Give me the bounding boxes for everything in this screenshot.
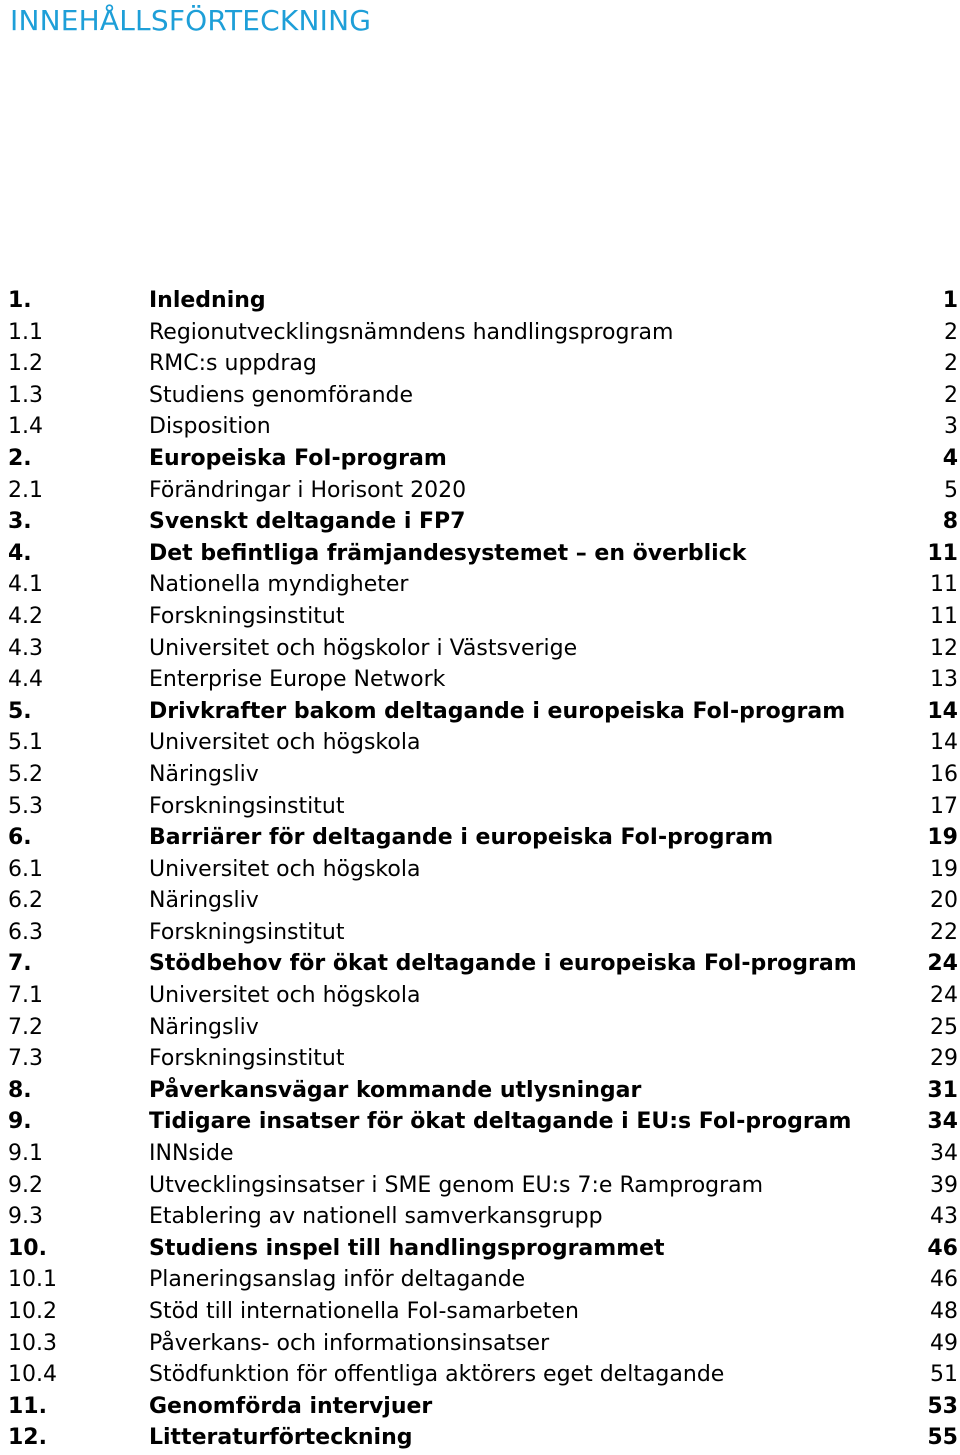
toc-entry-title[interactable]: Forskningsinstitut: [149, 1046, 345, 1072]
toc-entry-page-number: 16: [930, 761, 958, 787]
toc-entry-number: 2.1: [8, 477, 43, 503]
toc-entry-page-number: 4: [942, 445, 958, 471]
toc-entry-title[interactable]: Stödbehov för ökat deltagande i europeiska FoI-program: [149, 951, 857, 977]
toc-entry-page-number: 39: [930, 1172, 958, 1198]
toc-entry-title[interactable]: Etablering av nationell samverkansgrupp: [149, 1204, 603, 1230]
toc-entry-page-number: 46: [927, 1235, 958, 1261]
toc-entry-title[interactable]: Stöd till internationella FoI-samarbeten: [149, 1299, 579, 1324]
toc-entry-title[interactable]: Det befintliga främjandesystemet – en överblick: [149, 540, 747, 566]
toc-section-row[interactable]: [8, 348, 958, 380]
toc-entry-number: 3.: [8, 509, 32, 535]
toc-entry-title[interactable]: Universitet och högskola: [149, 856, 421, 882]
toc-section-row[interactable]: [8, 475, 958, 507]
toc-entry-number: 7.: [8, 951, 32, 977]
toc-chapter-row[interactable]: [8, 443, 958, 475]
toc-entry-page-number: 11: [927, 540, 958, 566]
toc-section-row[interactable]: [8, 1201, 958, 1233]
toc-entry-title[interactable]: Inledning: [149, 288, 266, 313]
toc-entry-page-number: 8: [942, 509, 958, 535]
toc-entry-title[interactable]: Barriärer för deltagande i europeiska FoI-program: [149, 825, 774, 851]
toc-chapter-row[interactable]: [8, 506, 958, 538]
toc-entry-title[interactable]: Drivkrafter bakom deltagande i europeiska FoI-program: [149, 698, 846, 724]
toc-section-row[interactable]: [8, 1328, 958, 1360]
toc-entry-title[interactable]: Studiens genomförande: [149, 382, 414, 408]
toc-section-row[interactable]: [8, 727, 958, 759]
toc-entry-title[interactable]: Universitet och högskola: [149, 983, 421, 1009]
toc-entry-number: 6.: [8, 825, 32, 851]
toc-entry-title[interactable]: Universitet och högskolor i Västsverige: [149, 635, 578, 661]
toc-entry-number: 9.: [8, 1109, 32, 1135]
toc-entry-page-number: 34: [930, 1141, 958, 1167]
toc-entry-page-number: 14: [927, 698, 958, 724]
toc-entry-page-number: 2: [944, 319, 958, 345]
toc-entry-title[interactable]: Utvecklingsinsatser i SME genom EU:s 7:e Ramprogram: [149, 1172, 764, 1198]
toc-chapter-row[interactable]: [8, 285, 958, 317]
toc-section-row[interactable]: [8, 380, 958, 412]
toc-section-row[interactable]: [8, 569, 958, 601]
toc-entry-number: 7.3: [8, 1046, 43, 1072]
table-of-contents: [8, 285, 958, 1454]
toc-entry-number: 4.3: [8, 635, 43, 661]
toc-section-row[interactable]: [8, 917, 958, 949]
toc-entry-number: 9.3: [8, 1204, 43, 1230]
toc-chapter-row[interactable]: [8, 1391, 958, 1423]
toc-entry-page-number: 1: [942, 288, 958, 313]
toc-chapter-row[interactable]: [8, 538, 958, 570]
toc-entry-number: 1.: [8, 288, 32, 313]
toc-entry-title[interactable]: Näringsliv: [149, 888, 259, 914]
toc-section-row[interactable]: [8, 1138, 958, 1170]
toc-entry-page-number: 22: [930, 919, 958, 945]
toc-entry-title[interactable]: Europeiska FoI-program: [149, 445, 447, 471]
toc-entry-title[interactable]: Näringsliv: [149, 761, 259, 787]
toc-entry-number: 1.2: [8, 351, 43, 377]
toc-entry-number: 10.3: [8, 1330, 57, 1356]
toc-entry-page-number: 46: [930, 1267, 958, 1293]
toc-entry-page-number: 11: [930, 572, 958, 598]
toc-entry-title[interactable]: Forskningsinstitut: [149, 919, 345, 945]
toc-entry-page-number: 19: [930, 856, 958, 882]
toc-entry-title[interactable]: Litteraturförteckning: [149, 1425, 413, 1451]
toc-entry-page-number: 53: [927, 1393, 958, 1419]
toc-entry-number: 7.2: [8, 1014, 43, 1040]
toc-entry-title[interactable]: Forskningsinstitut: [149, 603, 345, 629]
toc-section-row[interactable]: [8, 980, 958, 1012]
toc-entry-page-number: 3: [944, 414, 958, 440]
toc-section-row[interactable]: [8, 1359, 958, 1391]
toc-entry-page-number: 51: [930, 1362, 958, 1388]
toc-entry-title[interactable]: Forskningsinstitut: [149, 793, 345, 819]
toc-entry-number: 4.1: [8, 572, 43, 598]
toc-entry-number: 6.3: [8, 919, 43, 945]
toc-entry-title[interactable]: Näringsliv: [149, 1014, 259, 1040]
toc-section-row[interactable]: [8, 633, 958, 665]
toc-entry-title[interactable]: Enterprise Europe Network: [149, 667, 446, 693]
toc-entry-page-number: 49: [930, 1330, 958, 1356]
toc-entry-page-number: 11: [930, 603, 958, 629]
toc-entry-number: 8.: [8, 1077, 32, 1103]
toc-entry-title[interactable]: Tidigare insatser för ökat deltagande i EU:s FoI-program: [149, 1109, 852, 1135]
toc-chapter-row[interactable]: [8, 1106, 958, 1138]
toc-section-row[interactable]: [8, 791, 958, 823]
toc-section-row[interactable]: [8, 1264, 958, 1296]
toc-entry-number: 4.2: [8, 603, 43, 629]
toc-chapter-row[interactable]: [8, 1422, 958, 1454]
toc-entry-number: 9.1: [8, 1141, 43, 1167]
toc-entry-page-number: 12: [930, 635, 958, 661]
toc-entry-page-number: 13: [930, 667, 958, 693]
toc-entry-title[interactable]: Nationella myndigheter: [149, 572, 409, 598]
toc-entry-number: 5.3: [8, 793, 43, 819]
toc-entry-number: 6.2: [8, 888, 43, 914]
toc-entry-title[interactable]: Regionutvecklingsnämndens handlingsprogram: [149, 319, 674, 345]
toc-entry-title[interactable]: Disposition: [149, 414, 271, 440]
toc-entry-page-number: 48: [930, 1299, 958, 1324]
toc-entry-number: 9.2: [8, 1172, 43, 1198]
toc-entry-page-number: 5: [944, 477, 958, 503]
toc-entry-page-number: 2: [944, 382, 958, 408]
toc-entry-page-number: 25: [930, 1014, 958, 1040]
toc-entry-number: 1.4: [8, 414, 43, 440]
toc-entry-page-number: 24: [927, 951, 958, 977]
toc-section-row[interactable]: [8, 664, 958, 696]
toc-section-row[interactable]: [8, 411, 958, 443]
toc-entry-page-number: 2: [944, 351, 958, 377]
toc-entry-number: 4.4: [8, 667, 43, 693]
toc-entry-number: 1.1: [8, 319, 43, 345]
toc-entry-title[interactable]: Planeringsanslag inför deltagande: [149, 1267, 526, 1293]
toc-entry-title[interactable]: Universitet och högskola: [149, 730, 421, 756]
toc-entry-number: 2.: [8, 445, 32, 471]
toc-entry-title[interactable]: Förändringar i Horisont 2020: [149, 477, 467, 503]
toc-entry-title[interactable]: Studiens inspel till handlingsprogrammet: [149, 1235, 665, 1261]
toc-entry-number: 4.: [8, 540, 32, 566]
toc-entry-title[interactable]: INNside: [149, 1141, 234, 1167]
toc-entry-number: 5.: [8, 698, 32, 724]
toc-entry-number: 5.1: [8, 730, 43, 756]
toc-entry-page-number: 17: [930, 793, 958, 819]
toc-entry-number: 10.: [8, 1235, 47, 1261]
toc-entry-title[interactable]: Påverkansvägar kommande utlysningar: [149, 1077, 642, 1103]
toc-entry-title[interactable]: RMC:s uppdrag: [149, 351, 317, 377]
toc-section-row[interactable]: [8, 601, 958, 633]
toc-entry-number: 1.3: [8, 382, 43, 408]
toc-section-row[interactable]: [8, 759, 958, 791]
toc-entry-page-number: 14: [930, 730, 958, 756]
toc-entry-number: 10.1: [8, 1267, 57, 1293]
toc-chapter-row[interactable]: [8, 696, 958, 728]
toc-section-row[interactable]: [8, 1012, 958, 1044]
toc-section-row[interactable]: [8, 885, 958, 917]
toc-entry-page-number: 29: [930, 1046, 958, 1072]
toc-entry-page-number: 19: [927, 825, 958, 851]
toc-entry-page-number: 43: [930, 1204, 958, 1230]
page-title: INNEHÅLLSFÖRTECKNING: [10, 4, 372, 37]
toc-entry-number: 10.4: [8, 1362, 57, 1388]
toc-chapter-row[interactable]: [8, 822, 958, 854]
toc-entry-number: 5.2: [8, 761, 43, 787]
toc-section-row[interactable]: [8, 1296, 958, 1328]
toc-section-row[interactable]: [8, 1043, 958, 1075]
toc-chapter-row[interactable]: [8, 1233, 958, 1265]
toc-entry-title[interactable]: Påverkans- och informationsinsatser: [149, 1330, 550, 1356]
toc-entry-number: 7.1: [8, 983, 43, 1009]
toc-section-row[interactable]: [8, 1170, 958, 1202]
toc-entry-title[interactable]: Stödfunktion för offentliga aktörers eget deltagande: [149, 1362, 725, 1388]
toc-entry-number: 10.2: [8, 1299, 57, 1324]
toc-chapter-row[interactable]: [8, 1075, 958, 1107]
toc-entry-page-number: 34: [927, 1109, 958, 1135]
toc-entry-title[interactable]: Svenskt deltagande i FP7: [149, 509, 466, 535]
toc-section-row[interactable]: [8, 854, 958, 886]
toc-chapter-row[interactable]: [8, 948, 958, 980]
toc-entry-page-number: 55: [927, 1425, 958, 1451]
toc-entry-number: 11.: [8, 1393, 47, 1419]
toc-entry-number: 12.: [8, 1425, 47, 1451]
toc-entry-title[interactable]: Genomförda intervjuer: [149, 1393, 433, 1419]
toc-section-row[interactable]: [8, 317, 958, 349]
toc-entry-page-number: 24: [930, 983, 958, 1009]
toc-entry-page-number: 31: [927, 1077, 958, 1103]
toc-entry-page-number: 20: [930, 888, 958, 914]
toc-entry-number: 6.1: [8, 856, 43, 882]
